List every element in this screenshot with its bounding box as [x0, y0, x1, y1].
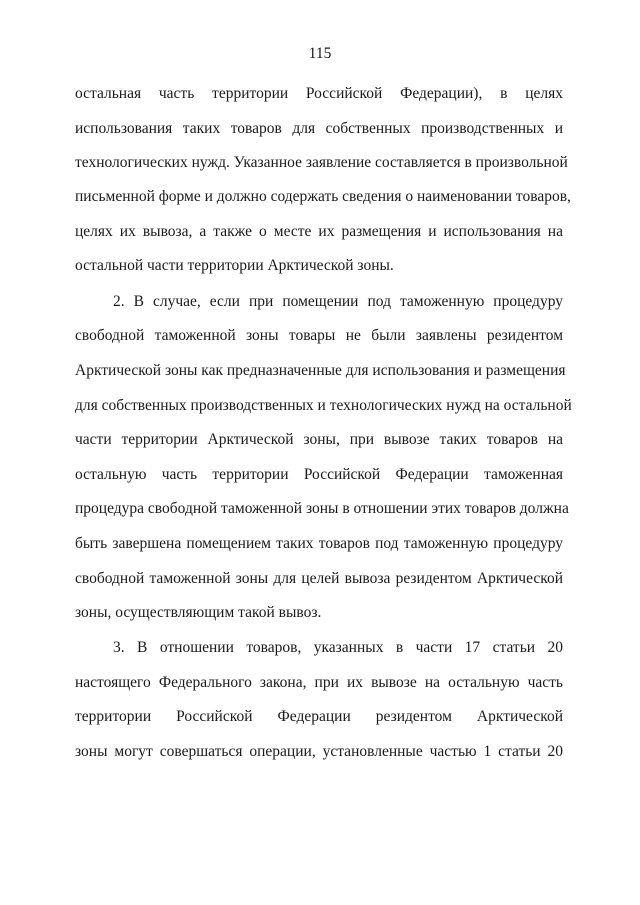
text-line: части территории Арктической зоны, при вывозе таких товаров на — [75, 431, 563, 448]
text-line: свободной таможенной зоны товары не были заявлены резидентом — [75, 327, 563, 344]
text-line: целях их вывоза, а также о месте их размещения и использования на — [75, 223, 563, 240]
text-line: территории Российской Федерации резидентом Арктической — [75, 708, 563, 725]
text-line: зоны, осуществляющим такой вывоз. — [75, 604, 322, 621]
paragraph-start-line: 3. В отношении товаров, указанных в части 17 статьи 20 — [113, 639, 563, 656]
text-line: технологических нужд. Указанное заявление составляется в произвольной — [75, 154, 568, 171]
text-line: быть завершена помещением таких товаров под таможенную процедуру — [75, 535, 563, 552]
text-line: процедура свободной таможенной зоны в отношении этих товаров должна — [75, 500, 569, 517]
text-line: остальную часть территории Российской Федерации таможенная — [75, 466, 563, 483]
text-line: свободной таможенной зоны для целей вывоза резидентом Арктической — [75, 570, 563, 587]
text-line: остальной части территории Арктической зоны. — [75, 257, 394, 274]
text-line: зоны могут совершаться операции, установленные частью 1 статьи 20 — [75, 743, 563, 760]
paragraph-start-line: 2. В случае, если при помещении под таможенную процедуру — [113, 293, 563, 310]
page-number: 115 — [308, 45, 332, 62]
text-line: Арктической зоны как предназначенные для использования и размещения — [75, 362, 566, 379]
text-line: остальная часть территории Российской Федерации), в целях — [75, 85, 563, 102]
text-line: использования таких товаров для собственных производственных и — [75, 120, 563, 137]
text-line: письменной форме и должно содержать сведения о наименовании товаров, — [75, 188, 571, 205]
text-line: настоящего Федерального закона, при их вывозе на остальную часть — [75, 674, 563, 691]
text-line: для собственных производственных и технологических нужд на остальной — [75, 397, 572, 414]
